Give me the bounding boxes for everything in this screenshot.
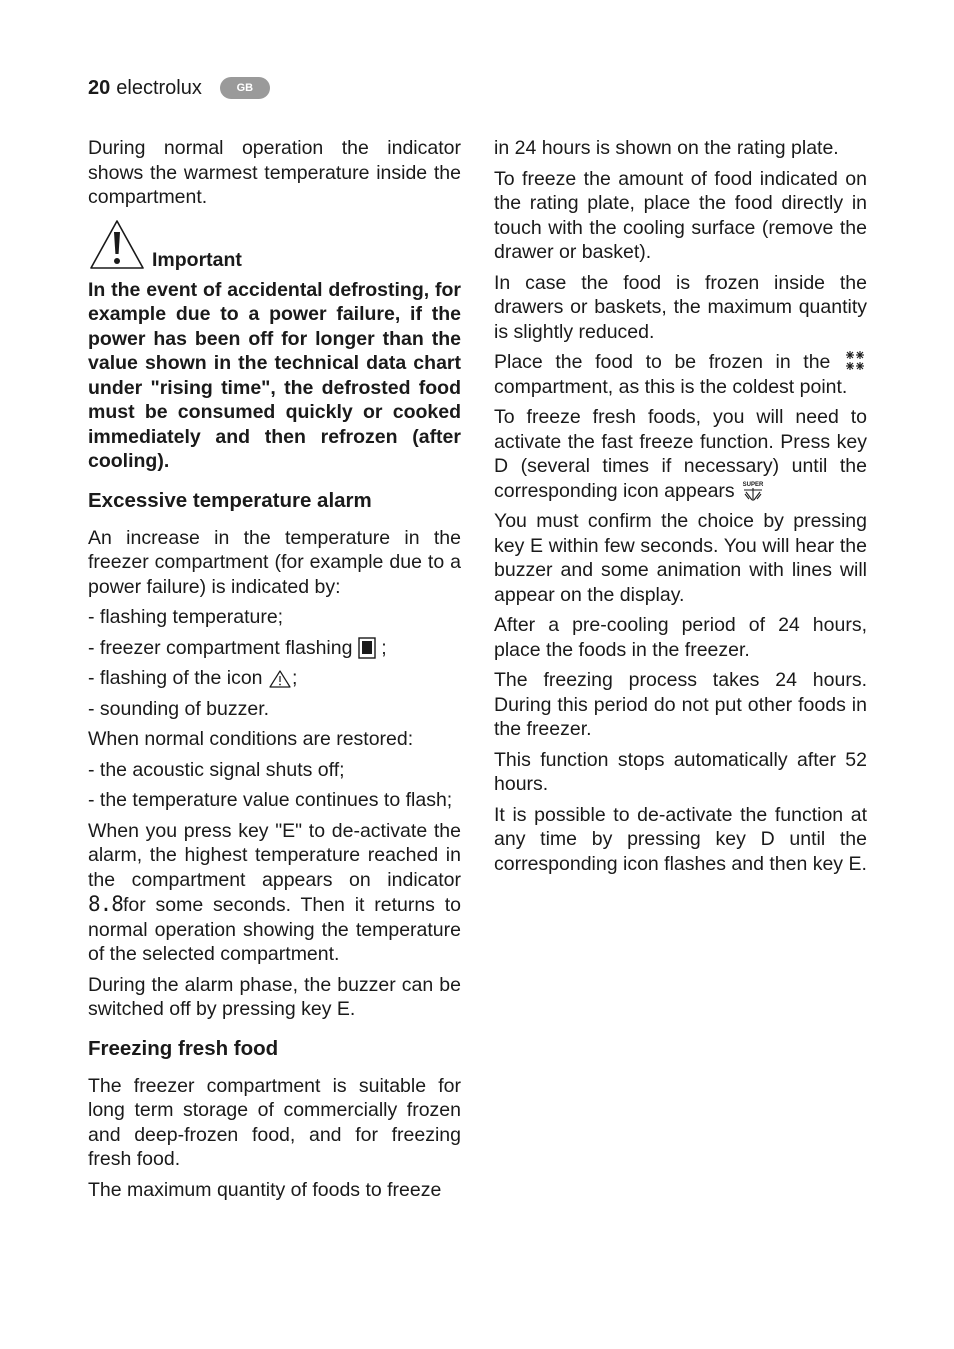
confirm-paragraph: You must confirm the choice by pressing key E within few seconds. You will hear the buzzer and some animation with lines will appear on the display. — [494, 510, 867, 606]
important-notice-header — [88, 216, 461, 272]
place-food-text-a: Place the food to be frozen in the — [494, 351, 831, 373]
alarm-phase-paragraph: During the alarm phase, the buzzer can be switched off by pressing key E. — [88, 973, 461, 1020]
intro-paragraph: During normal operation the indicator shows the warmest temperature inside the compartment. — [88, 137, 461, 208]
press-e-text-a: When you press key "E" to de-activate the alarm, the highest temperature reached in the compartment appears on indicator — [88, 819, 461, 891]
list-item-buzzer: - sounding of buzzer. — [88, 697, 270, 720]
freezer-compartment-icon — [358, 637, 376, 659]
important-text: In the event of accidental defrosting, for example due to a power failure, if the power has been off for longer than the value shown in the technical data chart under "rising time", the defrosted food must be consumed quickly or cooked immediately and then refrozen (after cooling). — [88, 278, 461, 472]
super-label: SUPER — [742, 482, 764, 489]
language-badge: GB — [220, 77, 270, 99]
place-food-paragraph — [494, 350, 867, 399]
function-stops-paragraph: This function stops automatically after 52 hours. — [494, 748, 867, 795]
alarm-triangle-icon — [268, 669, 292, 689]
press-e-text-b: for some seconds. Then it returns to normal operation showing the temperature of the selected compartment. — [88, 894, 461, 965]
freezer-suitable-paragraph: The freezer compartment is suitable for long term storage of commercially frozen and deep-frozen food, and for freezing fresh food. — [88, 1074, 461, 1170]
fast-freeze-paragraph — [494, 405, 867, 503]
alarm-intro: An increase in the temperature in the freezer compartment (for example due to a power failure) is indicated by: — [88, 526, 461, 598]
four-star-freezer-icon — [843, 350, 867, 372]
deactivate-paragraph: It is possible to de-activate the function at any time by pressing key D until the corresponding icon flashes and then key E. — [494, 803, 867, 875]
right-column — [494, 136, 867, 882]
flashing-icon-text: - flashing of the icon — [88, 667, 263, 689]
compartment-flashing-suffix: ; — [381, 636, 387, 659]
fast-freeze-text: To freeze fresh foods, you will need to activate the fast freeze function. Press key D (several times if necessary) until the corresponding icon appears — [494, 406, 867, 502]
indicator-digits-icon: 8.8 — [88, 892, 123, 916]
compartment-flashing-text: - freezer compartment flashing — [88, 636, 353, 659]
important-label: Important — [152, 248, 242, 271]
left-column — [88, 136, 461, 1208]
heading-temperature-alarm: Excessive temperature alarm — [88, 488, 372, 512]
list-item-compartment-flashing — [88, 636, 461, 661]
super-freeze-icon — [740, 480, 766, 502]
flashing-icon-suffix: ; — [291, 667, 298, 689]
page-header — [88, 74, 270, 102]
precool-paragraph: After a pre-cooling period of 24 hours, place the foods in the freezer. — [494, 614, 867, 661]
rating-plate-paragraph: in 24 hours is shown on the rating plate. — [494, 137, 839, 159]
press-e-paragraph — [88, 819, 461, 967]
restored-paragraph: When normal conditions are restored: — [88, 728, 414, 750]
in-case-paragraph: In case the food is frozen inside the drawers or baskets, the maximum quantity is slightly reduced. — [494, 271, 867, 343]
list-item-temperature-value: - the temperature value continues to flash; — [88, 789, 453, 811]
brand-name: electrolux — [116, 76, 202, 99]
to-freeze-paragraph: To freeze the amount of food indicated on the rating plate, place the food directly in touch with the cooling surface (remove the drawer or basket). — [494, 167, 867, 263]
warning-triangle-icon — [88, 218, 146, 272]
freezing-process-paragraph: The freezing process takes 24 hours. During this period do not put other foods in the freezer. — [494, 669, 867, 740]
list-item-flashing-icon — [88, 666, 461, 691]
place-food-text-b: compartment, as this is the coldest point. — [494, 375, 848, 398]
list-item-flashing-temperature: - flashing temperature; — [88, 606, 284, 628]
list-item-acoustic: - the acoustic signal shuts off; — [88, 758, 345, 781]
page-number: 20 — [88, 76, 111, 99]
max-quantity-paragraph: The maximum quantity of foods to freeze — [88, 1178, 442, 1201]
heading-freezing-fresh-food: Freezing fresh food — [88, 1036, 279, 1060]
